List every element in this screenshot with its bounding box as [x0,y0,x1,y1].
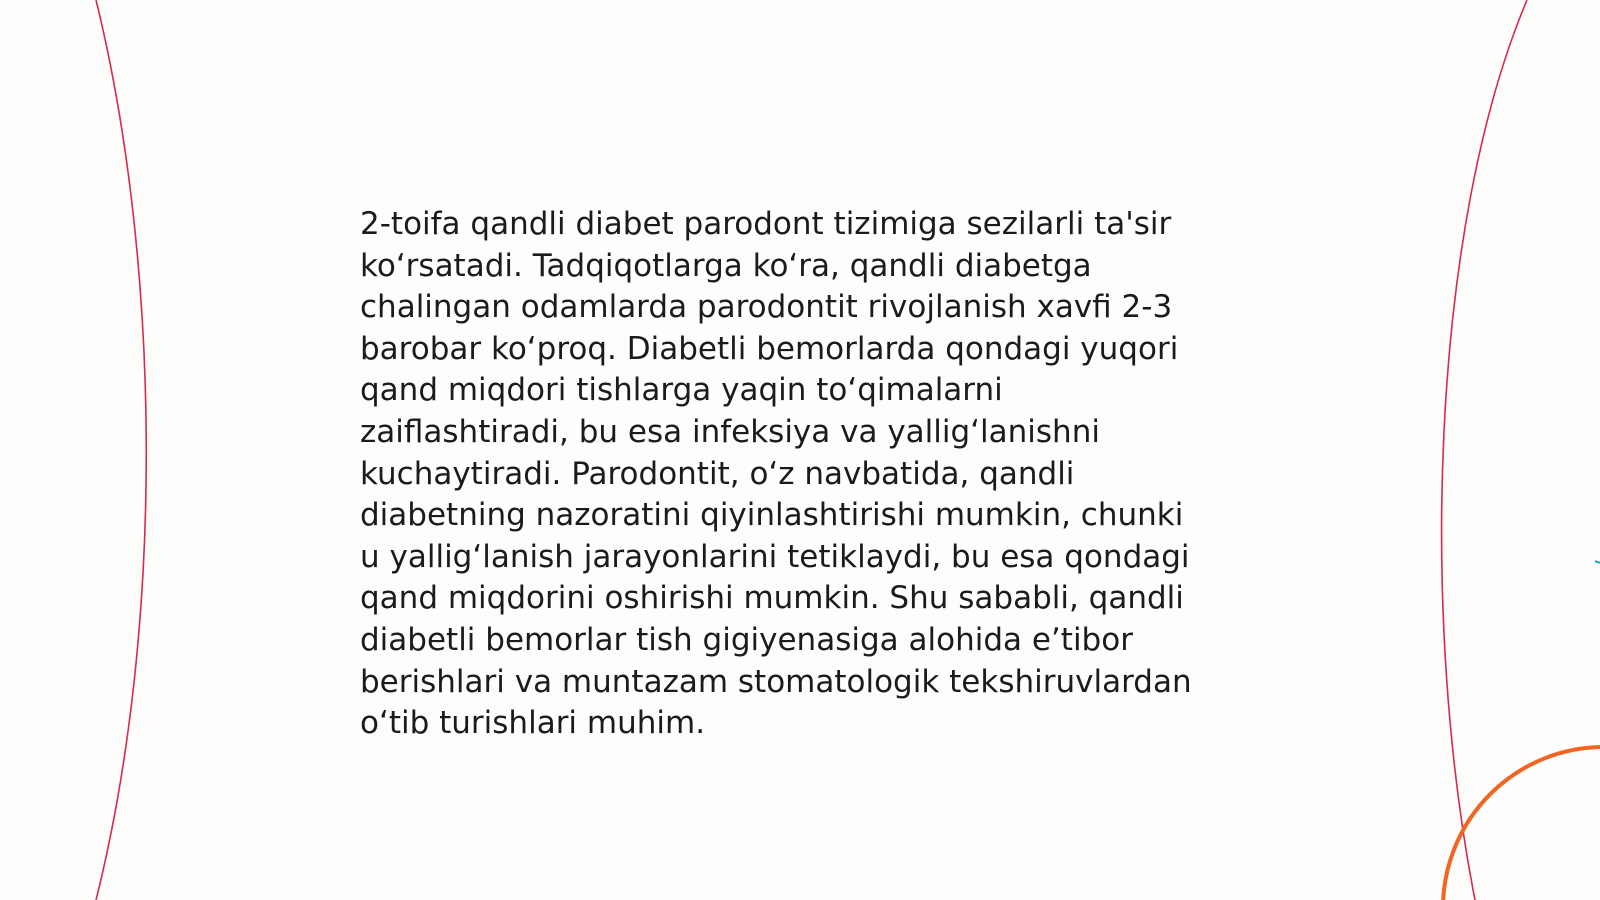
right-curve [1442,0,1527,900]
left-curve [96,0,146,900]
orange-circle [1443,747,1600,900]
teal-mark [1595,561,1600,563]
body-paragraph: 2-toifa qandli diabet parodont tizimiga sezilarli ta'sir ko‘rsatadi. Tadqiqotlarga ko‘ra, qandli diabetga chalingan odamlarda parodontit rivojlanish xavfi 2-3 barobar ko‘proq. Diabetli bemorlarda qondagi yuqori qand miqdori tishlarga yaqin to‘qimalarni zaiflashtiradi, bu esa infeksiya va yallig‘lanishni kuchaytiradi. Parodontit, o‘z navbatida, qandli diabetning nazoratini qiyinlashtirishi mumkin, chunki u yallig‘lanish jarayonlarini tetiklaydi, bu esa qondagi qand miqdorini oshirishi mumkin. Shu sababli, qandli diabetli bemorlar tish gigiyenasiga alohida e’tibor berishlari va muntazam stomatologik tekshiruvlardan o‘tib turishlari muhim. [360,206,1192,742]
